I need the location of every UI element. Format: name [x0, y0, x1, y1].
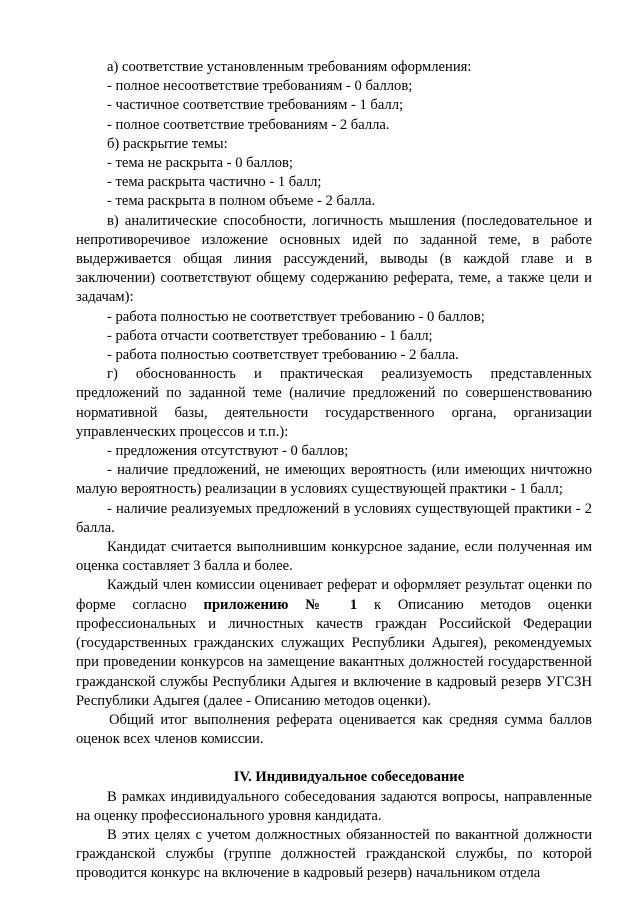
criterion-c-score-0: - работа полностью не соответствует требованию - 0 баллов; [107, 308, 485, 325]
criterion-b-score-0: - тема не раскрыта - 0 баллов; [107, 155, 293, 172]
criterion-b-title: б) раскрытие темы: [107, 135, 228, 152]
section-heading-iv: IV. Индивидуальное собеседование [233, 769, 465, 786]
criterion-c-title: в) аналитические способности, логичность мышления (последовательное и непротиворечивое изложение основных идей по заданной теме, в работе выдерживается общая линия рассуждений, выводы (в каждой главе и в заключении) соответствуют общему содержанию реферата, теме, а также цели и задачам): [76, 212, 592, 306]
criterion-a-score-1: - частичное соответствие требованиям - 1 балл; [107, 97, 404, 114]
evaluation-form-paragraph [76, 576, 592, 710]
criterion-d-score-0: - предложения отсутствуют - 0 баллов; [107, 443, 349, 460]
criterion-c-score-1: - работа отчасти соответствует требованию - 1 балл; [107, 327, 433, 344]
criterion-d-title: г) обоснованность и практическая реализуемость представленных предложений по заданной теме (наличие предложений по совершенствованию нормативной базы, деятельности государственного органа, организации управленческих процессов и т.п.): [76, 366, 592, 440]
passing-threshold-paragraph: Кандидат считается выполнившим конкурсное задание, если полученная им оценка составляет 3 балла и более. [76, 539, 592, 575]
section-spacer [76, 749, 592, 768]
interview-intro-paragraph: В рамках индивидуального собеседования задаются вопросы, направленные на оценку профессионального уровня кандидата. [76, 788, 592, 824]
criterion-b-score-1: - тема раскрыта частично - 1 балл; [107, 174, 322, 191]
evaluation-form-text-end: к Описанию методов оценки профессиональных и личностных качеств граждан Российской Федерации (государственных гражданских служащих Республики Адыгея), рекомендуемых при проведении конкурсов на замещение вакантных должностей государственной гражданской службы Республики Адыгея и включение в кадровый резерв УГСЗН Республики Адыгея (далее - Описанию методов оценки). [76, 596, 592, 709]
evaluation-form-text-start: Каждый член комиссии оценивает реферат и оформляет результат оценки по форме согласно [76, 577, 592, 613]
criterion-d-score-2: - наличие реализуемых предложений в условиях существующей практики - 2 балла. [76, 500, 592, 536]
overall-result-paragraph: Общий итог выполнения реферата оценивается как средняя сумма баллов оценок всех членов комиссии. [76, 711, 592, 748]
criterion-a-score-0: - полное несоответствие требованиям - 0 баллов; [107, 78, 413, 95]
criterion-b-score-2: - тема раскрыта в полном объеме - 2 балла. [107, 193, 376, 210]
criterion-d-score-1: - наличие предложений, не имеющих вероятность (или имеющих ничтожно малую вероятность) реализации в условиях существующей практики - 1 балл; [76, 462, 592, 498]
document-body [76, 58, 592, 884]
appendix-1-reference: приложению № 1 [203, 596, 358, 613]
criterion-a-title: а) соответствие установленным требованиям оформления: [107, 59, 472, 75]
criterion-a-score-2: - полное соответствие требованиям - 2 балла. [107, 116, 390, 133]
interview-goals-paragraph: В этих целях с учетом должностных обязанностей по вакантной должности гражданской службы (группе должностей гражданской службы, по которой проводится конкурс на включение в кадровый резерв) начальником отдела [76, 826, 592, 882]
criterion-c-score-2: - работа полностью соответствует требованию - 2 балла. [107, 347, 459, 364]
